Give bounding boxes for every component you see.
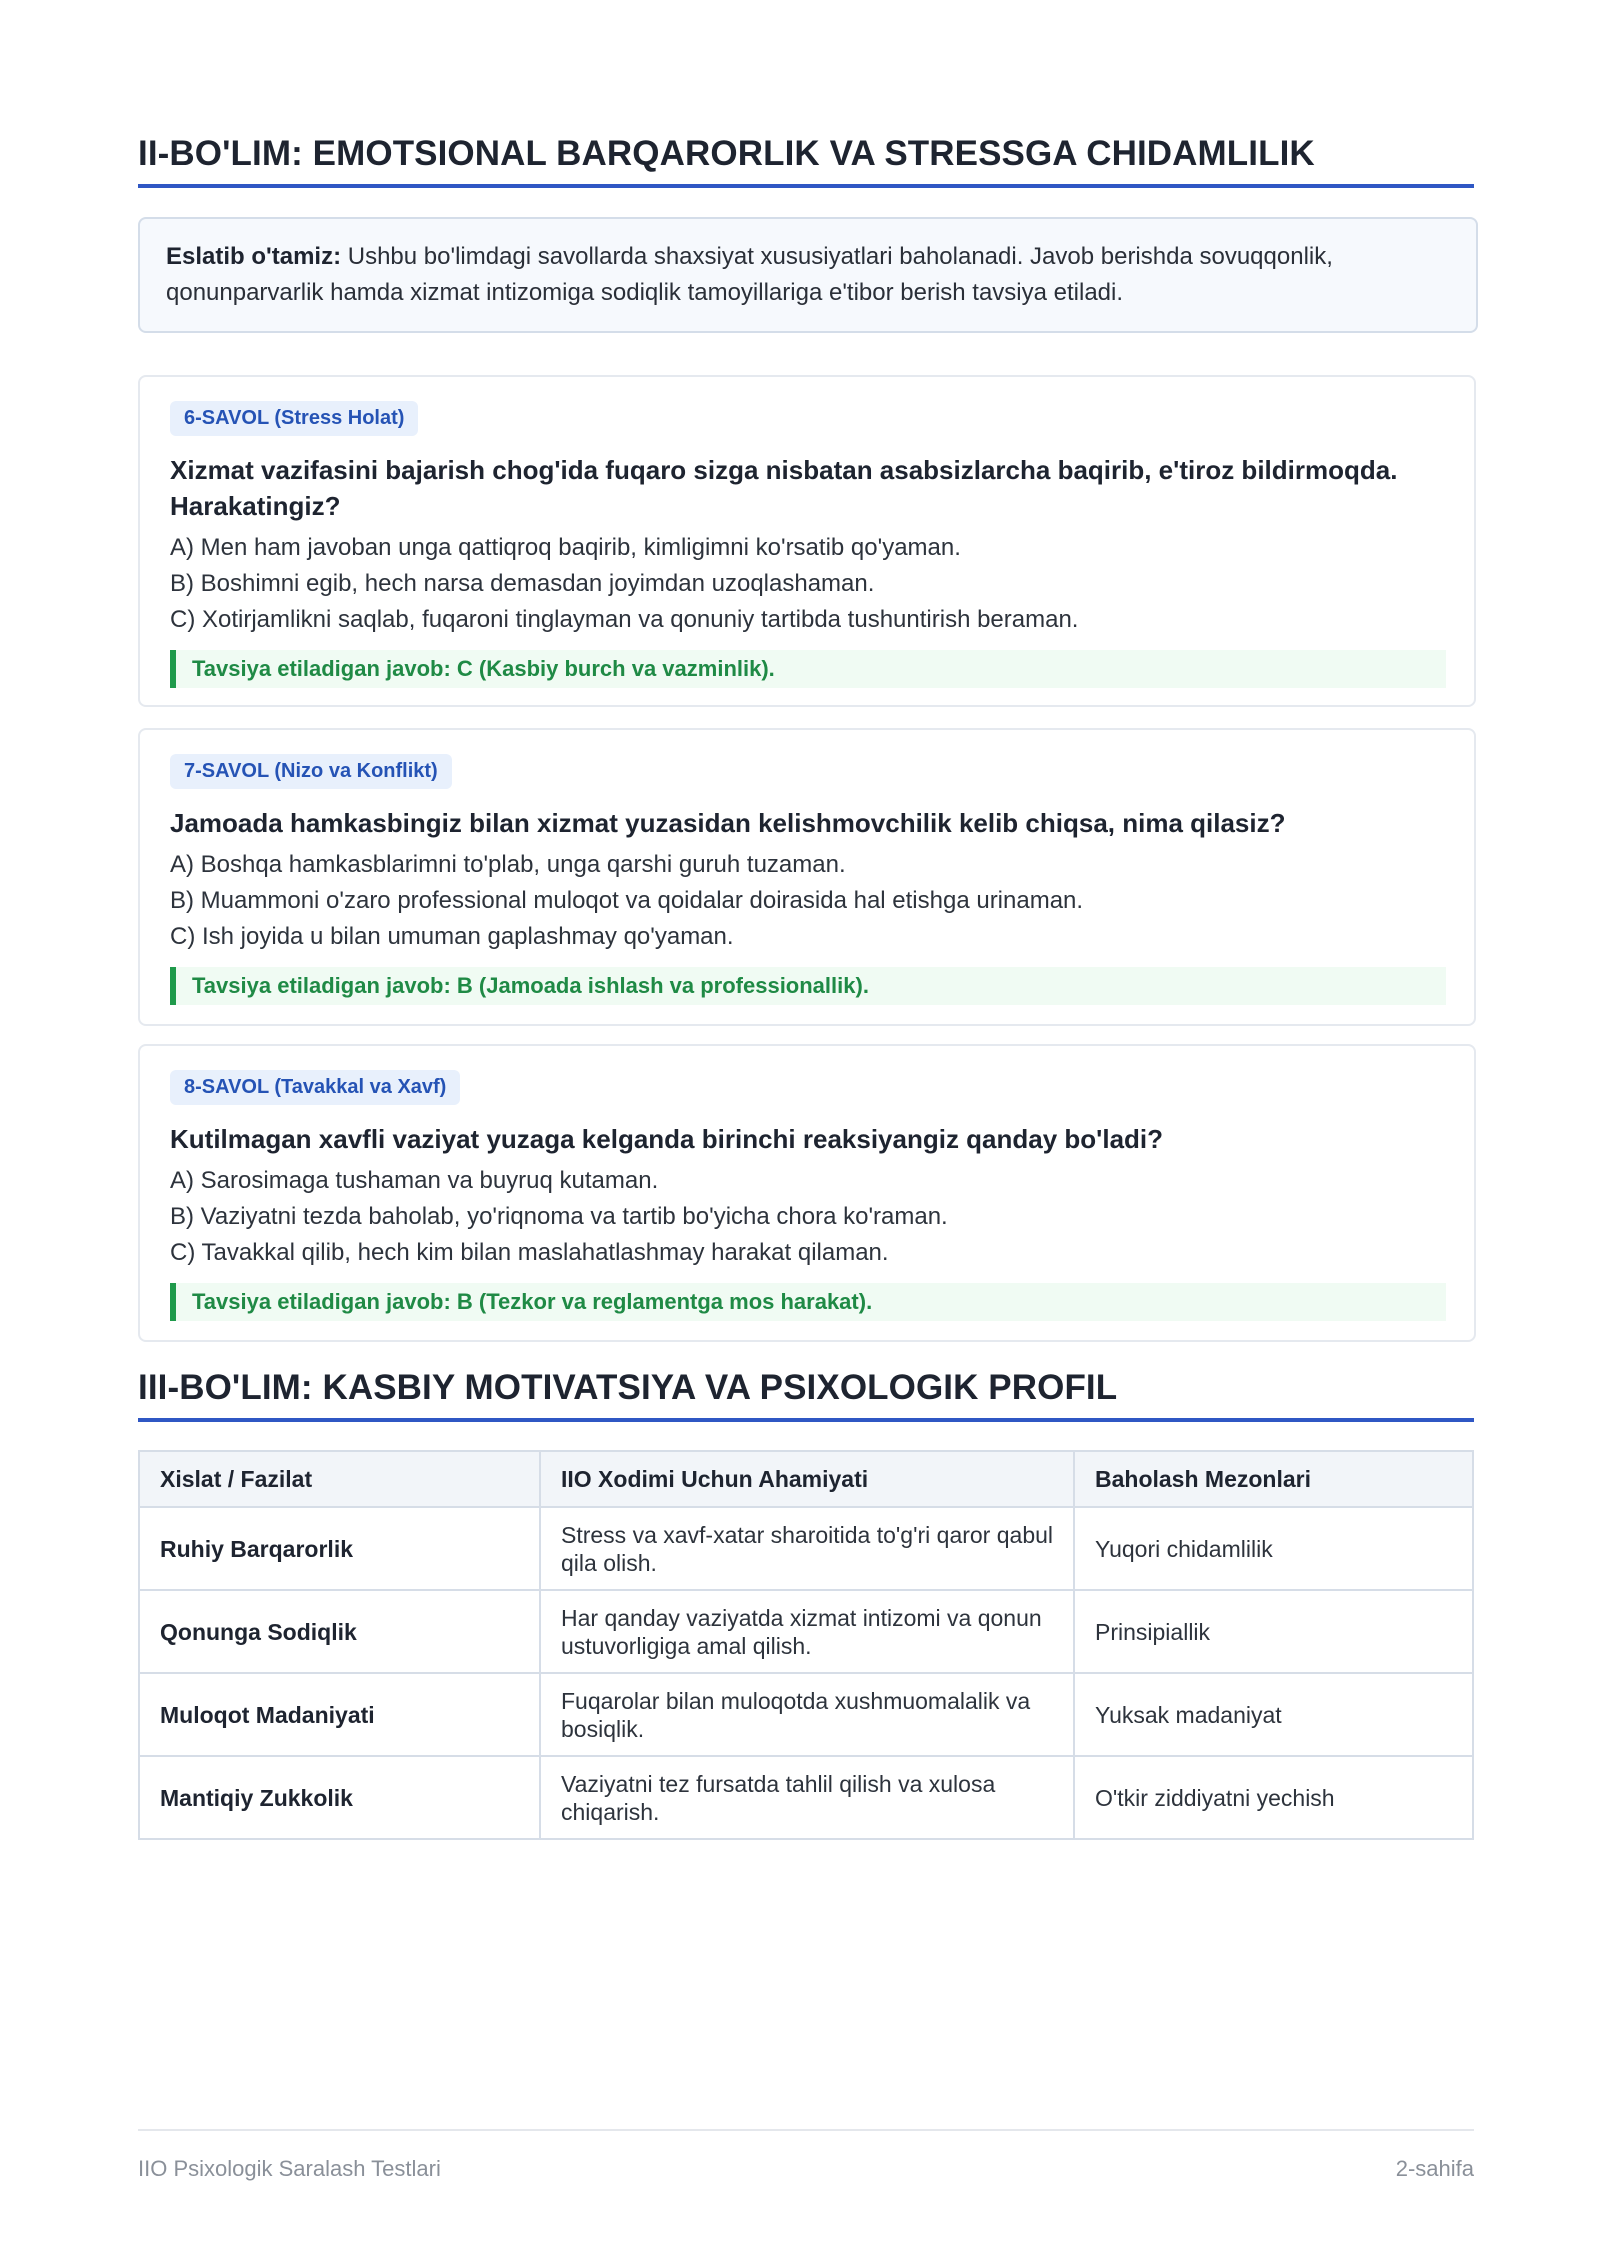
importance-cell: Fuqarolar bilan muloqotda xushmuomalalik va bosiqlik.: [540, 1673, 1074, 1756]
trait-cell: Muloqot Madaniyati: [139, 1673, 540, 1756]
question-text: Xizmat vazifasini bajarish chog'ida fuqaro sizga nisbatan asabsizlarcha baqirib, e'tiroz bildirmoqda. Harakatingiz?: [170, 455, 1398, 521]
trait-cell: Mantiqiy Zukkolik: [139, 1756, 540, 1839]
option-a: A) Men ham javoban unga qattiqroq baqirib, kimligimni ko'rsatib qo'yaman.: [170, 534, 961, 561]
trait-cell: Ruhiy Barqarorlik: [139, 1507, 540, 1590]
footer-page-number: 2-sahifa: [1395, 2156, 1474, 2181]
recommended-answer: Tavsiya etiladigan javob: C (Kasbiy burch va vazminlik).: [170, 650, 1446, 688]
question-card-6: [138, 375, 1476, 707]
criteria-cell: Prinsipiallik: [1074, 1590, 1473, 1673]
option-c: C) Ish joyida u bilan umuman gaplashmay qo'yaman.: [170, 923, 734, 950]
importance-cell: Vaziyatni tez fursatda tahlil qilish va xulosa chiqarish.: [540, 1756, 1074, 1839]
question-text: Kutilmagan xavfli vaziyat yuzaga kelganda birinchi reaksiyangiz qanday bo'ladi?: [170, 1124, 1164, 1154]
section-2-title: II-BO'LIM: EMOTSIONAL BARQARORLIK VA STRESSGA CHIDAMLILIK: [138, 134, 1474, 188]
criteria-cell: Yuksak madaniyat: [1074, 1673, 1473, 1756]
importance-cell: Stress va xavf-xatar sharoitida to'g'ri qaror qabul qila olish.: [540, 1507, 1074, 1590]
table-header-row: [139, 1451, 1473, 1507]
recommended-answer: Tavsiya etiladigan javob: B (Jamoada ishlash va professionallik).: [170, 967, 1446, 1005]
question-card-7: [138, 728, 1476, 1026]
question-badge: 7-SAVOL (Nizo va Konflikt): [170, 754, 452, 789]
option-b: B) Boshimni egib, hech narsa demasdan joyimdan uzoqlashaman.: [170, 570, 875, 597]
question-badge: 8-SAVOL (Tavakkal va Xavf): [170, 1070, 460, 1105]
table-row: [139, 1507, 1473, 1590]
reminder-note: [138, 217, 1478, 333]
table-header-cell: Xislat / Fazilat: [139, 1451, 540, 1507]
section-3-title: III-BO'LIM: KASBIY MOTIVATSIYA VA PSIXOLOGIK PROFIL: [138, 1368, 1474, 1422]
table-header-cell: Baholash Mezonlari: [1074, 1451, 1473, 1507]
profile-table: [138, 1450, 1474, 1840]
criteria-cell: Yuqori chidamlilik: [1074, 1507, 1473, 1590]
note-text: Ushbu bo'limdagi savollarda shaxsiyat xususiyatlari baholanadi. Javob berishda sovuqqonlik, qonunparvarlik hamda xizmat intizomiga sodiqlik tamoyillariga e'tibor berish tavsiya etiladi.: [166, 243, 1333, 306]
table-row: [139, 1756, 1473, 1839]
option-a: A) Boshqa hamkasblarimni to'plab, unga qarshi guruh tuzaman.: [170, 851, 846, 878]
criteria-cell: O'tkir ziddiyatni yechish: [1074, 1756, 1473, 1839]
note-label: Eslatib o'tamiz:: [166, 243, 342, 270]
table-row: [139, 1590, 1473, 1673]
option-b: B) Muammoni o'zaro professional muloqot va qoidalar doirasida hal etishga urinaman.: [170, 887, 1084, 914]
option-a: A) Sarosimaga tushaman va buyruq kutaman.: [170, 1167, 659, 1194]
table-row: [139, 1673, 1473, 1756]
question-card-8: [138, 1044, 1476, 1342]
question-text: Jamoada hamkasbingiz bilan xizmat yuzasidan kelishmovchilik kelib chiqsa, nima qilasiz?: [170, 808, 1286, 838]
table-header-cell: IIO Xodimi Uchun Ahamiyati: [540, 1451, 1074, 1507]
option-c: C) Xotirjamlikni saqlab, fuqaroni tinglayman va qonuniy tartibda tushuntirish beraman.: [170, 606, 1079, 633]
footer-document-title: IIO Psixologik Saralash Testlari: [138, 2156, 441, 2181]
importance-cell: Har qanday vaziyatda xizmat intizomi va qonun ustuvorligiga amal qilish.: [540, 1590, 1074, 1673]
option-b: B) Vaziyatni tezda baholab, yo'riqnoma va tartib bo'yicha chora ko'raman.: [170, 1203, 948, 1230]
option-c: C) Tavakkal qilib, hech kim bilan maslahatlashmay harakat qilaman.: [170, 1239, 889, 1266]
question-badge: 6-SAVOL (Stress Holat): [170, 401, 418, 436]
footer-divider: [138, 2129, 1474, 2131]
trait-cell: Qonunga Sodiqlik: [139, 1590, 540, 1673]
recommended-answer: Tavsiya etiladigan javob: B (Tezkor va reglamentga mos harakat).: [170, 1283, 1446, 1321]
